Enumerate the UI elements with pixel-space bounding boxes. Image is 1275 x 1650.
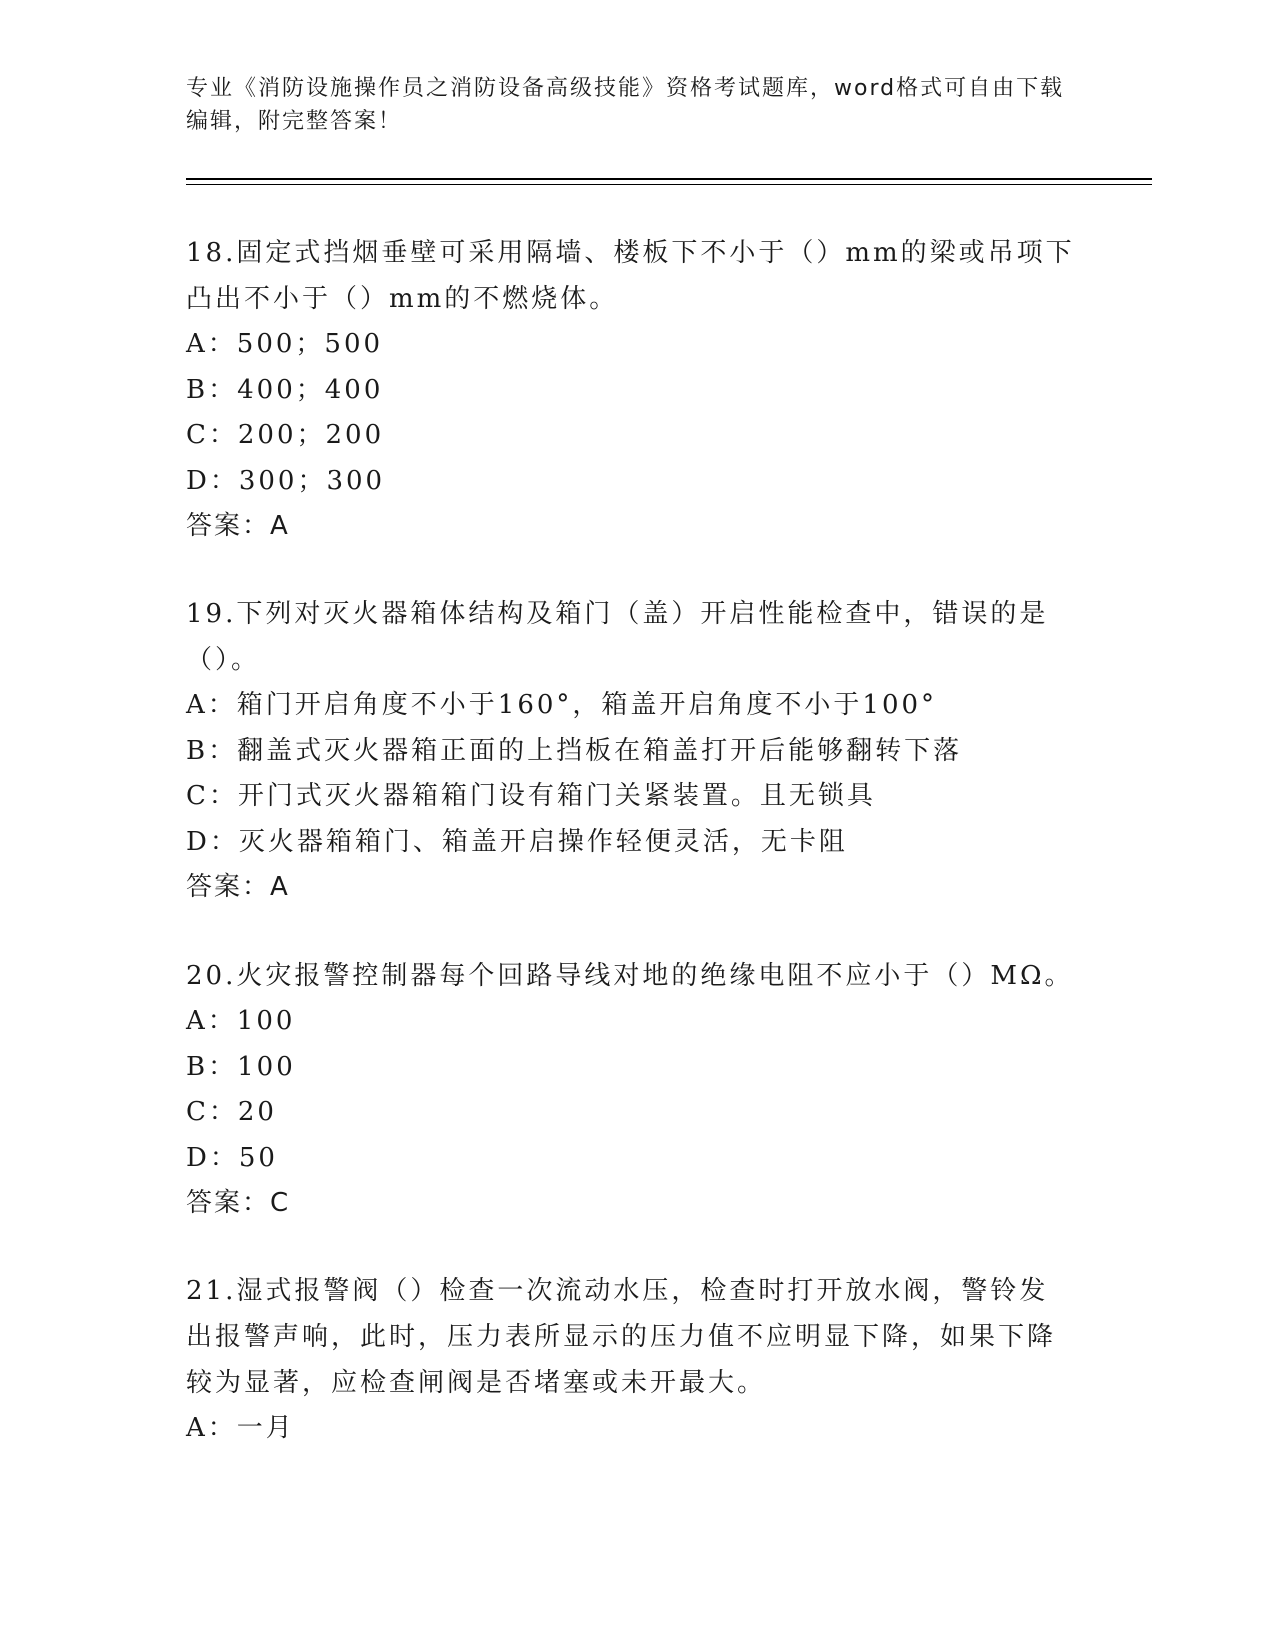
- document-header: 专业《消防设施操作员之消防设备高级技能》资格考试题库，word格式可自由下载编辑，附完整答案！: [186, 76, 1065, 134]
- question-21: [186, 1268, 1076, 1452]
- option-c: C：200；200: [186, 420, 385, 450]
- question-19: [186, 591, 1076, 911]
- header-divider-thick: [186, 178, 1152, 180]
- option-d: D：300；300: [186, 465, 386, 496]
- option-d: D：50: [186, 1142, 278, 1173]
- question-stem: 21.湿式报警阀（）检查一次流动水压，检查时打开放水阀，警铃发出报警声响，此时，压力表所显示的压力值不应明显下降，如果下降较为显著，应检查闸阀是否堵塞或未开最大。: [186, 1276, 1057, 1398]
- option-c: C：20: [186, 1097, 277, 1127]
- question-stem: 20.火灾报警控制器每个回路导线对地的绝缘电阻不应小于（）MΩ。: [186, 961, 1074, 991]
- option-d: D：灭火器箱箱门、箱盖开启操作轻便灵活，无卡阻: [186, 826, 848, 857]
- option-b: B：100: [186, 1051, 296, 1082]
- option-c: C：开门式灭火器箱箱门设有箱门关紧装置。且无锁具: [186, 781, 876, 811]
- option-a: A：100: [186, 1006, 296, 1036]
- question-stem: 18.固定式挡烟垂壁可采用隔墙、楼板下不小于（）mm的梁或吊项下凸出不小于（）mm的不燃烧体。: [186, 238, 1075, 314]
- option-b: B：翻盖式灭火器箱正面的上挡板在箱盖打开后能够翻转下落: [186, 735, 963, 766]
- header-divider-thin: [186, 184, 1152, 185]
- answer-line: 答案：C: [186, 1188, 291, 1218]
- answer-line: 答案：A: [186, 872, 290, 902]
- option-a: A：500；500: [186, 329, 384, 359]
- option-a: A：一月: [186, 1413, 295, 1443]
- option-a: A：箱门开启角度不小于160°，箱盖开启角度不小于100°: [186, 690, 938, 720]
- question-18: [186, 230, 1076, 550]
- answer-line: 答案：A: [186, 511, 290, 541]
- option-b: B：400；400: [186, 374, 384, 405]
- question-20: [186, 953, 1076, 1227]
- question-stem: 19.下列对灭火器箱体结构及箱门（盖）开启性能检查中，错误的是（）。: [186, 599, 1049, 675]
